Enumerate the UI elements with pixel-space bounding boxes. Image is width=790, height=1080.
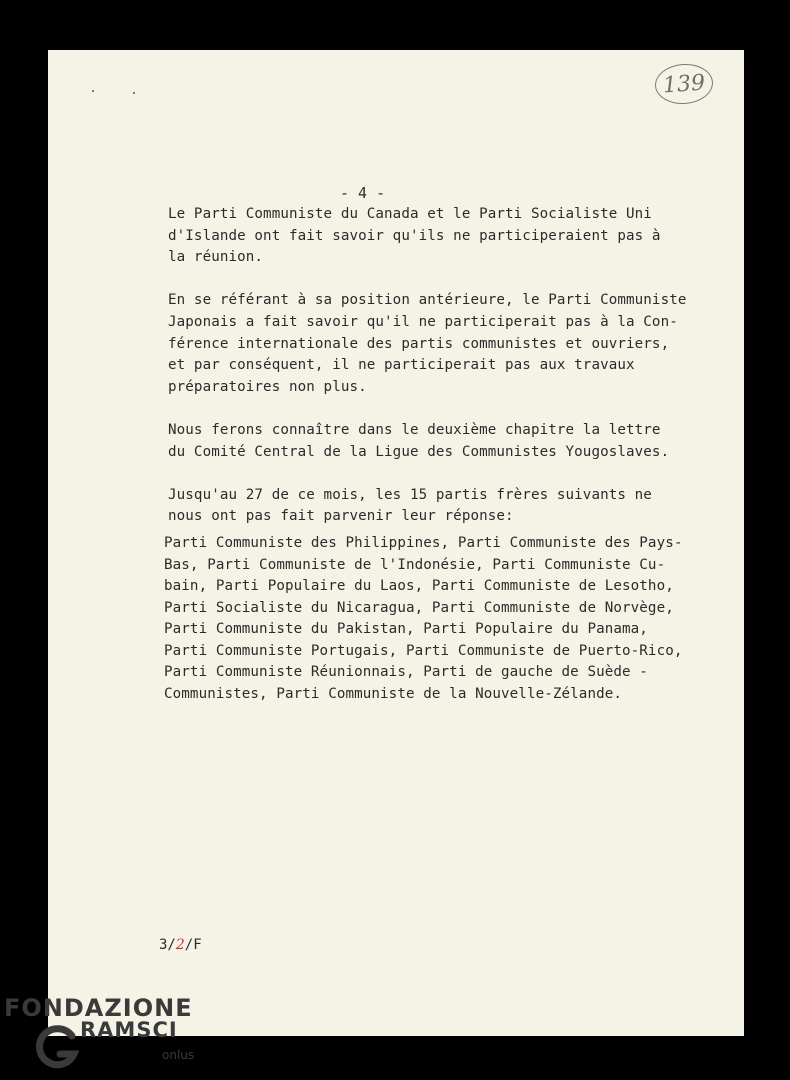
paper-speck [133,92,135,94]
paragraph-yugoslav-letter [168,420,728,463]
text-line: Parti Communiste Portugais, Parti Communiste de Puerto-Rico, [164,642,683,659]
text-line: préparatoires non plus. [168,378,367,395]
archive-number-stamp [654,62,715,106]
text-line: Japonais a fait savoir qu'il ne participerait pas à la Con- [168,313,678,330]
fondazione-gramsci-watermark [4,994,204,1078]
watermark-ramsci: RAMSCI [80,1018,178,1042]
document-reference [159,937,202,953]
text-line: bain, Parti Populaire du Laos, Parti Communiste de Lesotho, [164,578,674,595]
document-body [164,204,728,706]
text-line: Parti Communiste du Pakistan, Parti Populaire du Panama, [164,621,648,638]
text-line: Jusqu'au 27 de ce mois, les 15 partis frères suivants ne [168,486,652,503]
text-line: d'Islande ont fait savoir qu'ils ne participeraient pas à [168,227,661,244]
paragraph-canada-iceland [168,204,728,269]
text-line: En se référant à sa position antérieure, le Parti Communiste [168,292,687,309]
text-line: Communistes, Parti Communiste de la Nouvelle-Zélande. [164,686,623,703]
gramsci-g-logo-icon [32,1024,82,1074]
text-line: Nous ferons connaître dans le deuxième chapitre la lettre [168,421,661,438]
paragraph-japan [168,290,728,398]
text-line: la réunion. [168,249,264,266]
watermark-onlus: onlus [162,1048,195,1062]
paragraph-no-response [168,485,728,528]
reference-handwritten: 2 [175,937,185,953]
reference-suffix: /F [184,937,202,953]
text-line: nous ont pas fait parvenir leur réponse: [168,508,514,525]
page-number: - 4 - [340,184,386,202]
text-line: Parti Communiste Réunionnais, Parti de gauche de Suède - [164,664,648,681]
text-line: Bas, Parti Communiste de l'Indonésie, Parti Communiste Cu- [164,556,666,573]
text-line: Le Parti Communiste du Canada et le Parti Socialiste Uni [168,206,652,222]
text-line: férence internationale des partis communistes et ouvriers, [168,335,670,352]
reference-prefix: 3/ [159,937,176,953]
paragraph-party-list [164,533,728,706]
watermark-fondazione: FONDAZIONE [4,994,193,1022]
text-line: et par conséquent, il ne participerait pas aux travaux [168,357,635,374]
archive-number: 139 [662,70,706,98]
text-line: du Comité Central de la Ligue des Communistes Yougoslaves. [168,443,670,460]
text-line: Parti Communiste des Philippines, Parti Communiste des Pays- [164,534,683,551]
text-line: Parti Socialiste du Nicaragua, Parti Communiste de Norvège, [164,599,674,616]
paper-speck [92,90,94,92]
document-page [48,50,744,1036]
